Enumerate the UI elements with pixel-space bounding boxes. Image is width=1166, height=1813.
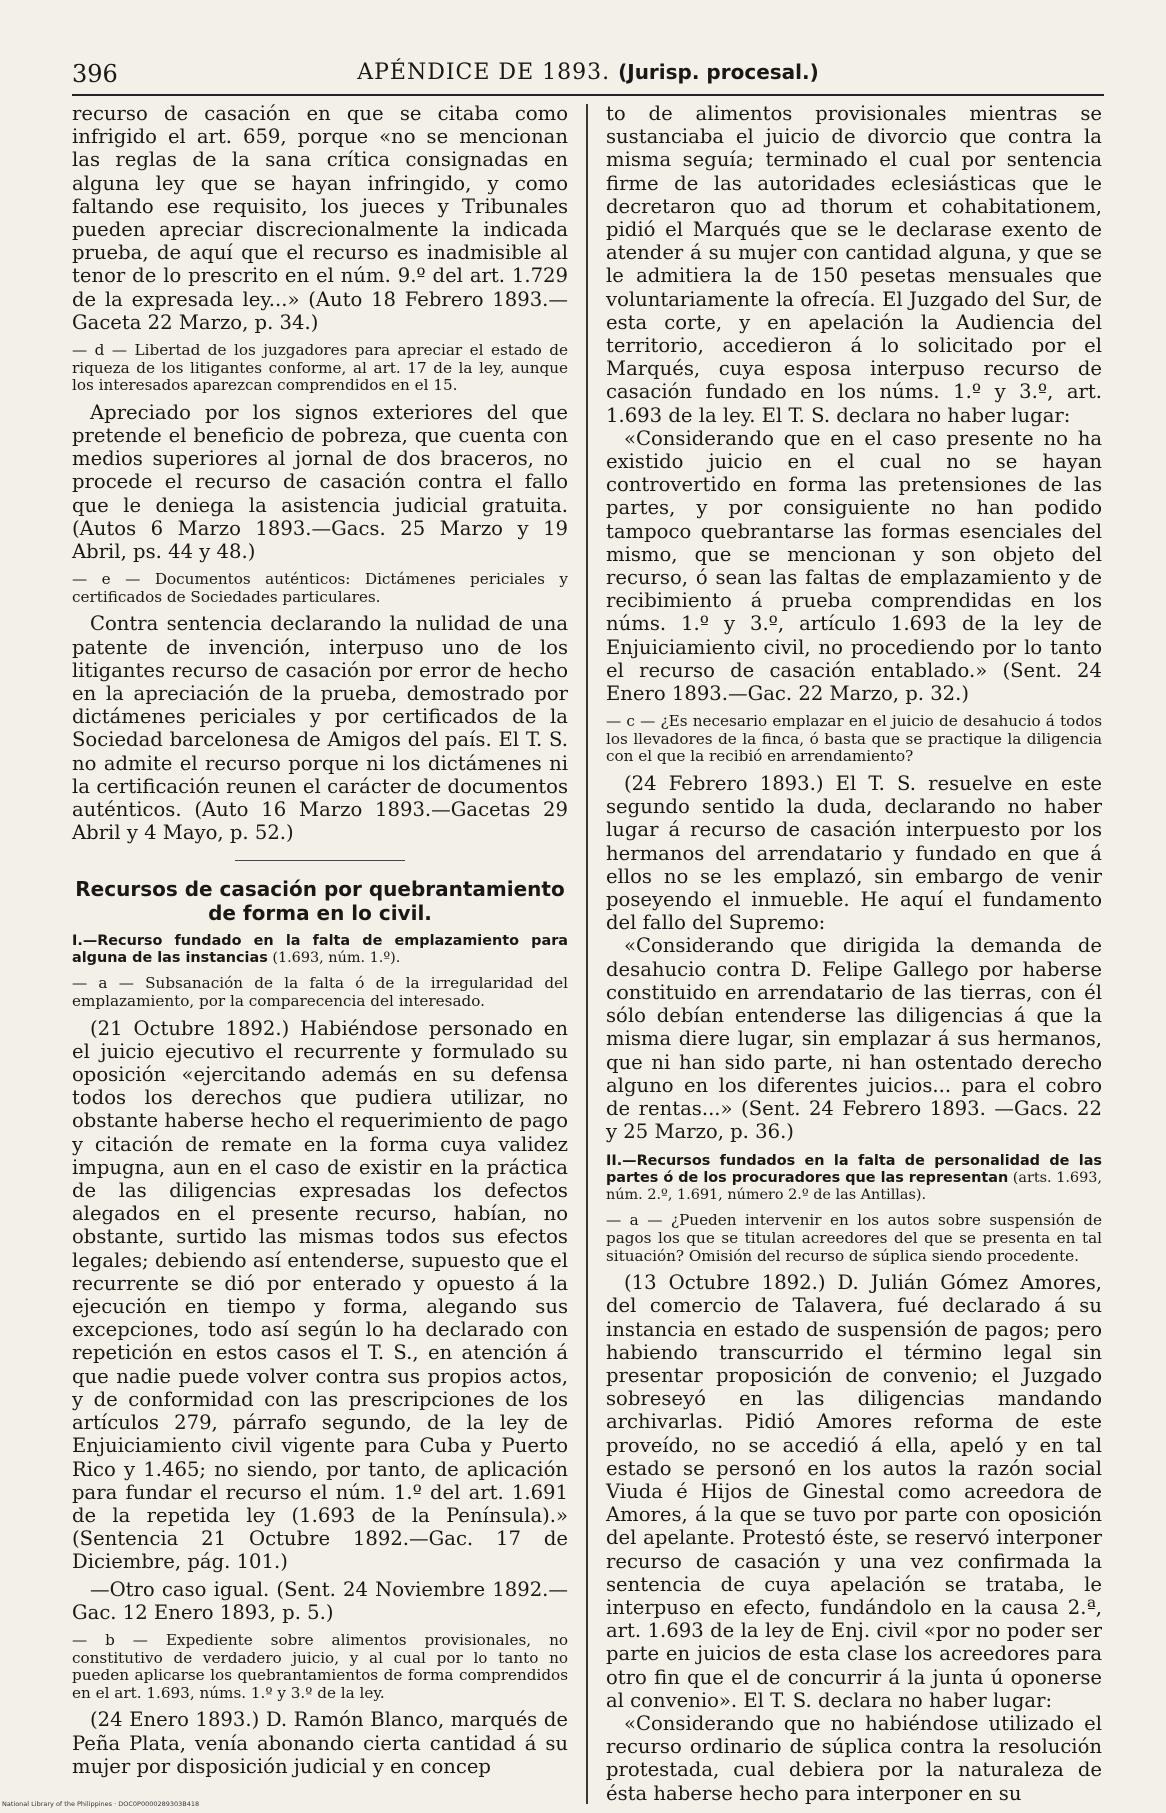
column-divider [586,104,588,1804]
note-b: — b — Expediente sobre alimentos provisionales, no constitutivo de verdadero juicio, y al cual por lo tanto no pueden aplicarse los quebrantamientos de forma comprendidos en el art. 1.693, núms. 1.º y 3.º de la ley. [72,1630,568,1702]
subsection-heading-rest: (1.693, núm. 1.º). [267,950,401,967]
running-title [72,60,1104,85]
left-column [72,102,568,1778]
subsection-heading [606,1153,1102,1204]
section-heading: Recursos de casación por quebrantamiento de forma en lo civil. [75,877,565,926]
library-stamp: National Library of the Philippines · DOC0P0000289303B418 [2,1800,200,1808]
page-header [72,56,1104,92]
note-d: — d — Libertad de los juzgadores para apreciar el estado de riqueza de los litigantes conforme, al art. 17 de la ley, aunque los interesados aparezcan comprendidos en el 15. [72,341,568,395]
paragraph: recurso de casación en que se citaba como infrigido el art. 659, porque «no se mencionan las reglas de la sana crítica consignadas en alguna ley que se hayan infringido, y como faltando ese requisito, los jueces y Tribunales pueden apreciar discrecionalmente la indicada prueba, de aquí que el recurso es inadmisible al tenor de lo prescrito en el núm. 9.º del art. 1.729 de la expresada ley...» (Auto 18 Febrero 1893.—Gaceta 22 Marzo, p. 34.) [72,102,568,334]
section-separator [235,860,405,861]
running-title-text: APÉNDICE DE 1893. [357,60,611,85]
subsection-heading [72,933,568,967]
note-c: — c — ¿Es necesario emplazar en el juicio de desahucio á todos los llevadores de la finca, ó basta que se practique la diligencia con el que la recibió en arrendamiento? [606,712,1102,766]
paragraph: «Considerando que no habiéndose utilizado el recurso ordinario de súplica contra la resolución protestada, cual debiera por la naturaleza de ésta haberse hecho para interponer en su [606,1711,1102,1805]
right-column [606,102,1102,1805]
paragraph: Contra sentencia declarando la nulidad de una patente de invención, interpuso uno de los litigantes recurso de casación por error de hecho en la apreciación de la prueba, demostrado por dictámenes periciales y por certificados de la Sociedad barcelonesa de Amigos del país. El T. S. no admite el recurso porque ni los dictámenes ni la certificación reunen el carácter de documentos auténticos. (Auto 16 Marzo 1893.—Gacetas 29 Abril y 4 Mayo, p. 52.) [72,612,568,845]
page-number: 396 [72,60,118,88]
note-e: — e — Documentos auténticos: Dictámenes periciales y certificados de Sociedades particulares. [72,570,568,606]
paragraph: Apreciado por los signos exteriores del que pretende el beneficio de pobreza, que cuenta con medios superiores al jornal de dos braceros, no procede el recurso de casación contra el fallo que le deniega la asistencia judicial gratuita. (Autos 6 Marzo 1893.—Gacs. 25 Marzo y 19 Abril, ps. 44 y 48.) [72,400,568,564]
note-a: — a — ¿Pueden intervenir en los autos sobre suspensión de pagos los que se titulan acreedores del que se presenta en tal situación? Omisión del recurso de súplica siendo procedente. [606,1211,1102,1265]
subsection-heading-bold: II.—Recursos fundados en la falta de personalidad de las partes ó de los procuradores que las representan [606,1153,1102,1187]
header-rule [72,94,1104,96]
paragraph: «Considerando que dirigida la demanda de desahucio contra D. Felipe Gallego por haberse constituido en arrendatario de las tierras, con él sólo debían entenderse las diligencias á que la misma diere lugar, sin emplazar á sus hermanos, que ni han sido parte, ni han ostentado derecho alguno en los diferentes juicios... para el cobro de rentas...» (Sent. 24 Febrero 1893. —Gacs. 22 y 25 Marzo, p. 36.) [606,934,1102,1144]
note-a: — a — Subsanación de la falta ó de la irregularidad del emplazamiento, por la comparecencia del interesado. [72,974,568,1011]
paragraph: (24 Enero 1893.) D. Ramón Blanco, marqués de Peña Plata, venía abonando cierta cantidad á su mujer por disposición judicial y en concep [72,1708,568,1778]
paragraph: (21 Octubre 1892.) Habiéndose personado en el juicio ejecutivo el recurrente y formulado su oposición «ejercitando además en su defensa todos los derechos que pudiera utilizar, no obstante haberse hecho el requerimiento de pago y citación de remate en la forma cuya validez impugna, aun en el caso de existir en la práctica de las diligencias expresadas los defectos alegados en el presente recurso, habían, no obstante, surtido las mismas todos sus efectos legales; debiendo así entenderse, supuesto que el recurrente se dió por enterado y opuesto á la ejecución en tiempo y forma, alegando sus excepciones, todo así según lo ha declarado con repetición en estos casos el T. S., en atención á que nadie puede volver contra sus propios actos, y de conformidad con las prescripciones de los artículos 279, párrafo segundo, de la ley de Enjuiciamiento civil vigente para Cuba y Puerto Rico y 1.465; no siendo, por tanto, de aplicación para fundar el recurso el núm. 1.º del art. 1.691 de la repetida ley (1.693 de la Península).» (Sentencia 21 Octubre 1892.—Gac. 17 de Diciembre, pág. 101.) [72,1016,568,1574]
paragraph: «Considerando que en el caso presente no ha existido juicio en el cual no se hayan controvertido en forma las pretensiones de las partes, y por consiguiente no han podido tampoco quebrantarse las formas esenciales del mismo, que se mencionan y son objeto del recurso, ó sean las faltas de emplazamiento y de recibimiento á prueba comprendidas en los núms. 1.º y 3.º, artículo 1.693 de la ley de Enjuiciamiento civil, no procediendo por lo tanto el recurso de casación entablado.» (Sent. 24 Enero 1893.—Gac. 22 Marzo, p. 32.) [606,426,1102,706]
paragraph: (13 Octubre 1892.) D. Julián Gómez Amores, del comercio de Talavera, fué declarado á su instancia en estado de suspensión de pagos; pero habiendo transcurrido el término legal sin presentar proposición de convenio; el Juzgado sobreseyó en las diligencias mandando archivarlas. Pidió Amores reforma de este proveído, no se accedió á ella, apeló y en tal estado se personó en los autos la razón social Viuda é Hijos de Ginestal como acreedora de Amores, á la que se tuvo por parte con oposición del apelante. Protestó éste, se reservó interponer recurso de casación y una vez confirmada la sentencia de cuya apelación se trataba, le interpuso en efecto, fundándolo en la causa 2.ª, art. 1.693 de la ley de Enj. civil «por no poder ser parte en juicios de esta clase los acreedores para otro fin que el de concurrir á la junta ú oponerse al convenio». El T. S. declara no haber lugar: [606,1271,1102,1712]
subsection-heading-bold: I.—Recurso fundado en la falta de emplazamiento para alguna de las instancias [72,933,568,967]
paragraph: to de alimentos provisionales mientras se sustanciaba el juicio de divorcio que contra la misma seguía; terminado el cual por sentencia firme de las autoridades eclesiásticas que le decretaron quo ad thorum et cohabitationem, pidió el Marqués que se le declarase exento de atender á su mujer con cantidad alguna, y que se le admitiera la de 150 pesetas mensuales que voluntariamente la ofrecía. El Juzgado del Sur, de esta corte, y en apelación la Audiencia del territorio, accedieron á lo solicitado por el Marqués, cuya esposa interpuso recurso de casación fundado en los núms. 1.º y 3.º, art. 1.693 de la ley. El T. S. declara no haber lugar: [606,102,1102,427]
subsection-heading-rest: (arts. 1.693, núm. 2.º, 1.691, número 2.º de las Antillas). [606,1170,1102,1204]
paragraph: —Otro caso igual. (Sent. 24 Noviembre 1892.—Gac. 12 Enero 1893, p. 5.) [72,1577,568,1624]
paragraph: (24 Febrero 1893.) El T. S. resuelve en este segundo sentido la duda, declarando no haber lugar á recurso de casación interpuesto por los hermanos del arrendatario y fundado en que á ellos no se les emplazó, sin embargo de venir poseyendo el inmueble. He aquí el fundamento del fallo del Supremo: [606,772,1102,935]
section-tag: (Jurisp. procesal.) [618,60,819,84]
